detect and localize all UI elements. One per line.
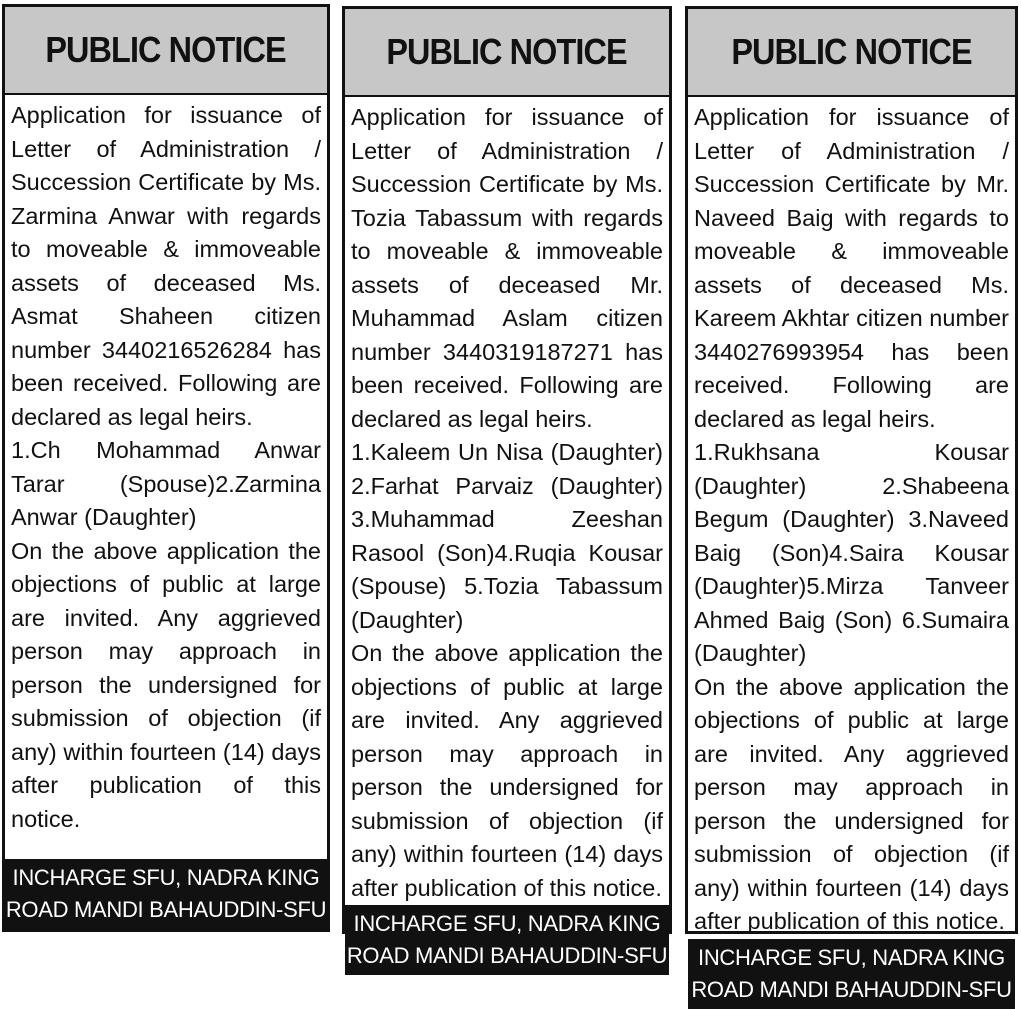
notice-title: PUBLIC NOTICE: [386, 31, 628, 72]
notice-body: [5, 95, 327, 859]
notice-footer: [5, 859, 327, 929]
public-notice-2: [342, 6, 672, 968]
objection-text: On the above application the objections of public at large are invited. Any aggrieved person may approach in person the undersigned for submission of objection (if any) within fourteen (14) days after publication of this notice.: [351, 640, 663, 901]
application-text: Application for issuance of Letter of Administration / Succession Certificate by Ms. Zarmina Anwar with regards to moveable & immoveable assets of deceased Ms. Asmat Shaheen citizen number 3440216526284 has been received. Following are declared as legal heirs.: [11, 102, 321, 430]
footer-line-2: ROAD MANDI BAHAUDDIN-SFU: [5, 897, 327, 922]
application-text: Application for issuance of Letter of Administration / Succession Certificate by Ms. Tozia Tabassum with regards to moveable & immoveable assets of deceased Mr. Muhammad Aslam citizen number 3440319187271 has been received. Following are declared as legal heirs.: [351, 104, 663, 432]
objection-text: On the above application the objections of public at large are invited. Any aggrieved person may approach in person the undersigned for submission of objection (if any) within fourteen (14) days after publication of this notice.: [694, 673, 1009, 934]
heirs-list: 1.Ch Mohammad Anwar Tarar (Spouse)2.Zarmina Anwar (Daughter): [11, 437, 321, 530]
footer-line-1: INCHARGE SFU, NADRA KING: [12, 865, 320, 890]
application-text: Application for issuance of Letter of Administration / Succession Certificate by Mr. Naveed Baig with regards to moveable & immoveable assets of deceased Ms. Kareem Akhtar citizen number 3440276993954 has been received. Following are declared as legal heirs.: [694, 104, 1009, 432]
public-notice-3: [685, 6, 1018, 1002]
notice-header: [5, 7, 327, 95]
public-notice-1: [2, 4, 330, 932]
notice-header: [345, 9, 669, 97]
notice-footer: [345, 905, 669, 975]
notice-body: [688, 97, 1015, 939]
footer-line-2: ROAD MANDI BAHAUDDIN-SFU: [346, 943, 668, 968]
notice-title: PUBLIC NOTICE: [45, 29, 287, 70]
notice-title: PUBLIC NOTICE: [731, 31, 972, 72]
notice-footer: [688, 939, 1015, 1009]
notice-header: [688, 9, 1015, 97]
objection-text: On the above application the objections of public at large are invited. Any aggrieved person may approach in person the undersigned for submission of objection (if any) within fourteen (14) days after publication of this notice.: [11, 537, 321, 832]
notice-body: [345, 97, 669, 905]
footer-line-1: INCHARGE SFU, NADRA KING: [353, 911, 661, 936]
footer-line-2: ROAD MANDI BAHAUDDIN-SFU: [691, 976, 1012, 1002]
footer-line-1: INCHARGE SFU, NADRA KING: [698, 944, 1005, 970]
heirs-list: 1.Rukhsana Kousar (Daughter) 2.Shabeena Begum (Daughter) 3.Naveed Baig (Son)4.Saira Kousar (Daughter)5.Mirza Tanveer Ahmed Baig (Son) 6.Sumaira (Daughter): [694, 439, 1009, 666]
heirs-list: 1.Kaleem Un Nisa (Daughter) 2.Farhat Parvaiz (Daughter) 3.Muhammad Zeeshan Rasool (Son)4.Ruqia Kousar (Spouse) 5.Tozia Tabassum (Daughter): [351, 439, 663, 633]
